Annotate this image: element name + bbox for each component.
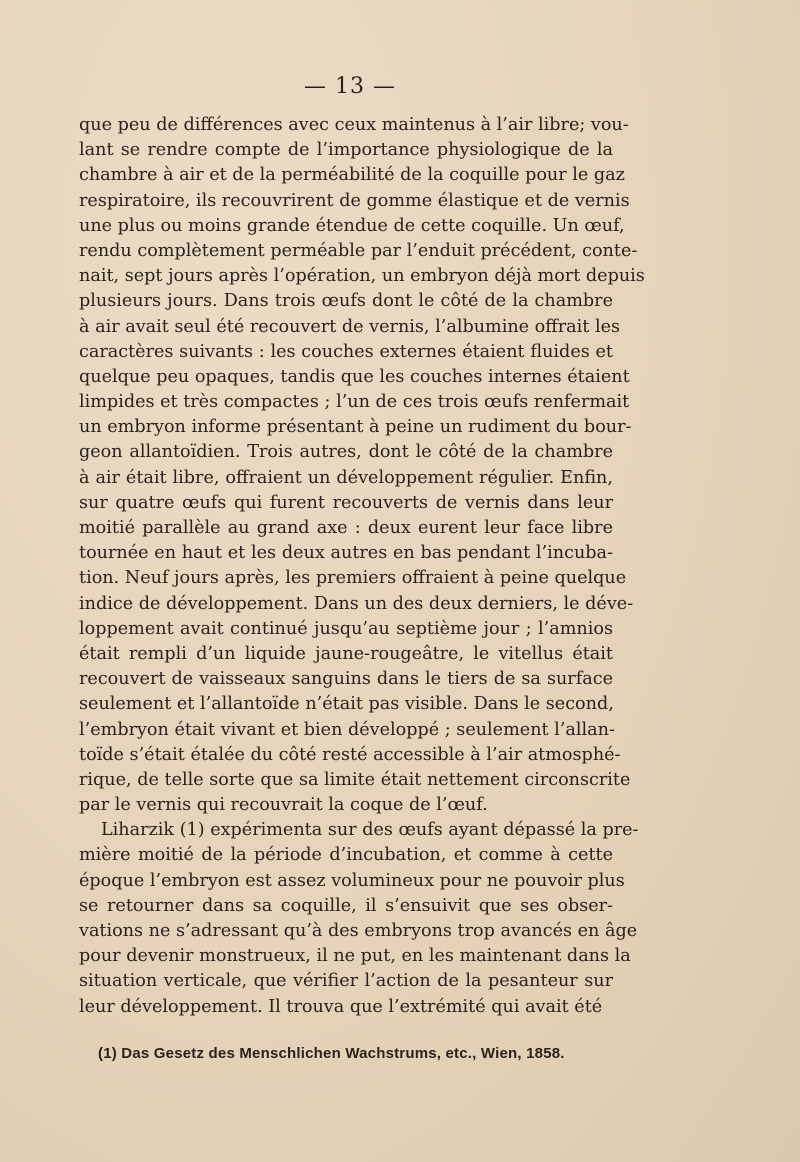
text-line: plusieurs jours. Dans trois œufs dont le côté de la chambre: [79, 291, 613, 312]
text-line: geon allantoïdien. Trois autres, dont le côté de la chambre: [79, 442, 613, 463]
text-line: loppement avait continué jusqu’au septième jour ; l’amnios: [79, 618, 613, 639]
footnote: (1) Das Gesetz des Menschlichen Wachstrums, etc., Wien, 1858.: [98, 1045, 565, 1062]
text-line: situation verticale, que vérifier l’action de la pesanteur sur: [79, 971, 613, 992]
text-line: se retourner dans sa coquille, il s’ensuivit que ses obser-: [79, 895, 613, 916]
text-line: recouvert de vaisseaux sanguins dans le tiers de sa surface: [79, 669, 613, 690]
text-line: chambre à air et de la perméabilité de la coquille pour le gaz: [79, 165, 625, 186]
text-line: lant se rendre compte de l’importance physiologique de la: [79, 140, 613, 161]
text-line: vations ne s’adressant qu’à des embryons trop avancés en âge: [79, 921, 638, 941]
text-line: nait, sept jours après l’opération, un embryon déjà mort depuis: [79, 266, 645, 287]
text-line: pour devenir monstrueux, il ne put, en les maintenant dans la: [79, 946, 631, 967]
text-line: respiratoire, ils recouvrirent de gomme élastique et de vernis: [79, 190, 630, 211]
text-line: moitié parallèle au grand axe : deux eurent leur face libre: [79, 518, 613, 538]
text-line: que peu de différences avec ceux maintenus à l’air libre; vou-: [79, 115, 629, 135]
text-line: tion. Neuf jours après, les premiers offraient à peine quelque: [79, 568, 627, 589]
text-line: un embryon informe présentant à peine un rudiment du bour-: [79, 417, 632, 438]
text-line: leur développement. Il trouva que l’extrémité qui avait été: [79, 996, 603, 1017]
text-line: une plus ou moins grande étendue de cette coquille. Un œuf,: [79, 215, 625, 236]
text-line: limpides et très compactes ; l’un de ces trois œufs renfermait: [79, 392, 630, 413]
text-line: par le vernis qui recouvrait la coque de l’œuf.: [79, 795, 488, 816]
text-line: époque l’embryon est assez volumineux pour ne pouvoir plus: [79, 870, 625, 891]
text-line: tournée en haut et les deux autres en bas pendant l’incuba-: [79, 543, 613, 564]
text-line: Liharzik (1) expérimenta sur des œufs ayant dépassé la pre-: [101, 820, 639, 841]
body-text: [79, 113, 645, 1020]
text-line: à air était libre, offraient un développement régulier. Enfin,: [79, 467, 613, 488]
text-line: quelque peu opaques, tandis que les couches internes étaient: [79, 366, 630, 387]
text-line: sur quatre œufs qui furent recouverts de vernis dans leur: [79, 492, 613, 513]
text-line: indice de développement. Dans un des deux derniers, le déve-: [79, 593, 634, 614]
text-line: l’embryon était vivant et bien développé ; seulement l’allan-: [79, 719, 615, 740]
text-line: était rempli d’un liquide jaune-rougeâtre, le vitellus était: [79, 643, 613, 664]
text-line: mière moitié de la période d’incubation, et comme à cette: [79, 845, 613, 866]
text-line: à air avait seul été recouvert de vernis, l’albumine offrait les: [79, 316, 621, 337]
page-number: — 13 —: [304, 74, 396, 99]
text-line: seulement et l’allantoïde n’était pas visible. Dans le second,: [79, 694, 614, 715]
text-line: rique, de telle sorte que sa limite était nettement circonscrite: [79, 769, 631, 790]
text-line: rendu complètement perméable par l’enduit précédent, conte-: [79, 240, 638, 261]
text-line: caractères suivants : les couches externes étaient fluides et: [79, 341, 613, 362]
text-line: toïde s’était étalée du côté resté accessible à l’air atmosphé-: [79, 744, 621, 765]
